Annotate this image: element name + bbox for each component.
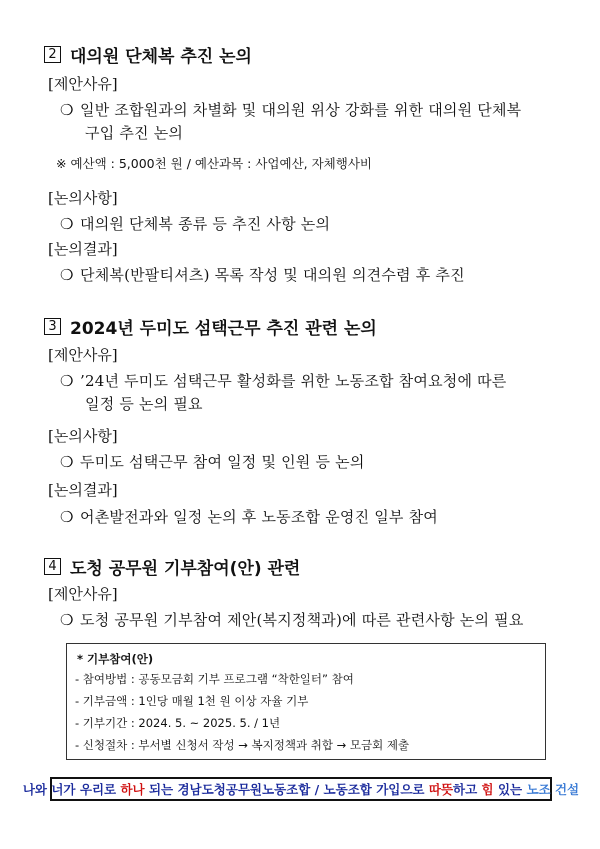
slogan-highlight: 따뜻 <box>428 782 454 797</box>
section-2-reason-line2: 구입 추진 논의 <box>85 124 184 142</box>
section-4-title <box>44 554 300 579</box>
circle-bullet-icon: ❍ <box>60 101 74 119</box>
slogan-highlight: 힘 <box>481 782 494 797</box>
section-3-number: 3 <box>44 318 61 335</box>
section-3-reason-line2: 일정 등 논의 필요 <box>85 395 203 413</box>
section-2-discuss-text: 대의원 단체복 종류 등 추진 사항 논의 <box>80 215 331 233</box>
slogan-part: 하고 <box>453 782 482 797</box>
section-3-reason-line1: ’24년 두미도 섬택근무 활성화를 위한 노동조합 참여요청에 따른 <box>80 372 507 390</box>
section-2-title <box>44 42 252 67</box>
section-2-budget-note: ※ 예산액 : 5,000천 원 / 예산과목 : 사업예산, 자체행사비 <box>56 156 372 171</box>
circle-bullet-icon: ❍ <box>60 372 74 390</box>
section-4-heading: 도청 공무원 기부참여(안) 관련 <box>70 559 301 579</box>
slogan-part: 되는 경남도청공무원노동조합 / 노동조합 가입으로 <box>144 782 429 797</box>
donation-plan-item: - 참여방법 : 공동모금회 기부 프로그램 “착한일터” 참여 <box>75 672 354 686</box>
section-4-number: 4 <box>44 558 61 575</box>
section-3-reason-label: [제안사유] <box>48 346 118 364</box>
donation-plan-box <box>66 643 546 760</box>
slogan-highlight: 하나 <box>120 782 145 797</box>
slogan-part: 나와 너가 우리로 <box>22 782 121 797</box>
section-3-discuss-label: [논의사항] <box>48 427 118 445</box>
donation-plan-item: - 기부금액 : 1인당 매월 1천 원 이상 자율 기부 <box>75 694 309 708</box>
section-3-heading: 2024년 두미도 섬택근무 추진 관련 논의 <box>70 319 377 339</box>
section-4-reason-text: 도청 공무원 기부참여 제안(복지정책과)에 따른 관련사항 논의 필요 <box>80 611 524 629</box>
section-2-reason-line1: 일반 조합원과의 차별화 및 대의원 위상 강화를 위한 대의원 단체복 <box>80 101 522 119</box>
section-2-reason-label: [제안사유] <box>48 75 118 93</box>
section-2-result <box>60 264 465 287</box>
circle-bullet-icon: ❍ <box>60 508 74 526</box>
section-2-number: 2 <box>44 46 61 63</box>
slogan-end: 노조 건설 <box>526 782 580 797</box>
circle-bullet-icon: ❍ <box>60 453 74 471</box>
section-3-result <box>60 506 438 529</box>
circle-bullet-icon: ❍ <box>60 611 74 629</box>
union-slogan-banner <box>22 777 580 801</box>
section-3-result-label: [논의결과] <box>48 481 118 499</box>
section-2-result-text: 단체복(반팔티셔츠) 목록 작성 및 대의원 의견수렴 후 추진 <box>80 266 465 284</box>
slogan-part: 있는 <box>493 782 527 797</box>
section-3-discuss <box>60 451 365 474</box>
circle-bullet-icon: ❍ <box>60 215 74 233</box>
donation-plan-item: - 기부기간 : 2024. 5. ~ 2025. 5. / 1년 <box>75 716 281 730</box>
section-2-reason <box>60 99 521 145</box>
section-2-heading: 대의원 단체복 추진 논의 <box>70 47 252 67</box>
section-4-reason-label: [제안사유] <box>48 585 118 603</box>
section-2-discuss <box>60 213 330 236</box>
section-3-reason <box>60 370 506 416</box>
circle-bullet-icon: ❍ <box>60 266 74 284</box>
section-3-result-text: 어촌발전과와 일정 논의 후 노동조합 운영진 일부 참여 <box>80 508 438 526</box>
donation-plan-title: * 기부참여(안) <box>77 652 154 666</box>
section-3-title <box>44 314 377 339</box>
section-2-discuss-label: [논의사항] <box>48 189 118 207</box>
section-2-result-label: [논의결과] <box>48 240 118 258</box>
section-3-discuss-text: 두미도 섬택근무 참여 일정 및 인원 등 논의 <box>80 453 365 471</box>
donation-plan-item: - 신청절차 : 부서별 신청서 작성 → 복지정책과 취합 → 모금회 제출 <box>75 738 410 752</box>
section-4-reason <box>60 609 524 632</box>
